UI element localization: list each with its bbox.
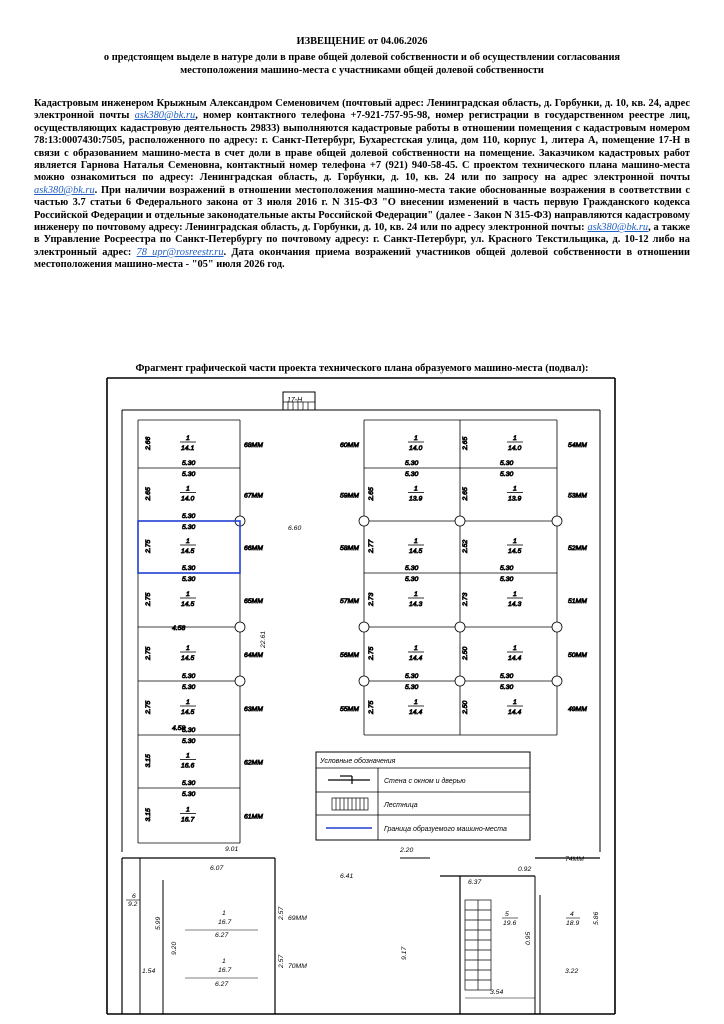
space-number: 1 — [513, 485, 517, 493]
column-marker — [552, 516, 562, 526]
column-marker — [455, 676, 465, 686]
dim-641: 6.41 — [340, 873, 354, 880]
space-depth-label: 2.65 — [368, 487, 375, 501]
space-depth-label: 2.50 — [462, 646, 469, 660]
room4-num: 4 — [570, 911, 574, 918]
space-depth-label: 3.15 — [145, 808, 152, 822]
space-number: 1 — [414, 538, 418, 545]
space-id: 64ММ — [244, 652, 263, 659]
space-number: 1 — [414, 435, 418, 442]
dim-257-2: 2.57 — [278, 954, 285, 968]
dim-257-1: 2.57 — [278, 906, 285, 920]
notice-subtitle-line1: о предстоящем выделе в натуре доли в праве общей долевой собственности и об осуществлении согласования — [103, 52, 621, 63]
space-number: 1 — [414, 591, 418, 598]
space-depth-label: 2.73 — [368, 592, 375, 606]
space-number: 1 — [186, 699, 190, 706]
space-area: 14.4 — [409, 655, 423, 662]
width-530-label: 5.30 — [500, 673, 514, 680]
space-area: 14.4 — [409, 709, 423, 716]
width-530-label: 5.30 — [500, 684, 514, 691]
width-530-label: 5.30 — [500, 576, 514, 583]
column-marker — [455, 622, 465, 632]
space-id: 51ММ — [568, 598, 587, 605]
column-marker — [359, 516, 369, 526]
width-530-label: 5.30 — [182, 684, 196, 691]
space-depth-label: 2.75 — [145, 646, 152, 660]
space-number: 1 — [186, 752, 190, 760]
column-marker — [359, 622, 369, 632]
aisle-width-label: 6.60 — [288, 525, 302, 532]
notice-title: ИЗВЕЩЕНИЕ от 04.06.2026 — [296, 36, 428, 47]
space-number: 1 — [186, 538, 190, 545]
column-marker — [235, 622, 245, 632]
column-marker — [552, 676, 562, 686]
bottom-stairs-icon — [465, 900, 491, 990]
space-depth-label: 2.75 — [145, 539, 152, 553]
column-marker — [552, 622, 562, 632]
dim-607: 6.07 — [210, 865, 224, 872]
space-area: 16.6 — [181, 762, 195, 770]
space-number: 1 — [186, 591, 190, 598]
width-530-label: 5.30 — [405, 576, 419, 583]
space69-area: 16.7 — [218, 919, 232, 926]
aisle-length-label: 22.61 — [260, 630, 267, 648]
width-530-label: 5.30 — [182, 513, 196, 520]
space-number: 1 — [414, 699, 418, 706]
dim-920: 9.20 — [171, 941, 178, 955]
space-depth-label: 2.66 — [145, 436, 152, 450]
space-id: 61ММ — [244, 813, 263, 821]
width-530-label: 5.30 — [182, 471, 196, 478]
space-area: 14.5 — [181, 548, 195, 555]
body-text-4: , а также в Управление Росреестра по Санкт-Петербургу по почтовому адресу: г. Санкт-Петербург, ул. Красного Текстильщика, д. 10-12 либо на электронный адрес: — [34, 222, 690, 258]
width-530-label: 5.30 — [182, 738, 196, 745]
legend-stairs-label: Лестница — [384, 802, 418, 809]
width-530-label: 5.30 — [405, 673, 419, 680]
label-70mm: 70ММ — [288, 963, 307, 970]
space-area: 14.1 — [181, 445, 195, 452]
dim-627-1: 6.27 — [215, 932, 229, 939]
space-depth-label: 2.75 — [368, 700, 375, 714]
column-marker — [455, 516, 465, 526]
space-number: 1 — [186, 806, 190, 814]
width-530-label: 5.30 — [500, 471, 514, 478]
legend — [316, 752, 530, 840]
width-530-label: 5.30 — [182, 460, 196, 467]
space-id: 54ММ — [568, 442, 587, 449]
room4-area: 18.9 — [566, 920, 580, 927]
room6-num: 6 — [132, 893, 136, 900]
space-id: 65ММ — [244, 598, 263, 605]
width-530-label: 5.30 — [182, 576, 196, 583]
space-id: 62ММ — [244, 759, 263, 767]
space-id: 50ММ — [568, 652, 587, 659]
body-text-5: . Дата окончания приема возражений участников общей долевой собственности в отношении местоположения машино-места - "05" июля 2026 год. — [34, 246, 690, 271]
width-530-label: 5.30 — [182, 524, 196, 531]
space-id: 59ММ — [340, 492, 359, 500]
space-area: 16.7 — [181, 816, 195, 824]
space-id: 52ММ — [568, 545, 587, 552]
width-458-label: 4.58 — [172, 725, 186, 732]
space69-num: 1 — [222, 910, 226, 917]
space-number: 1 — [513, 645, 517, 652]
dim-095: 0.95 — [525, 931, 532, 945]
space-id: 66ММ — [244, 545, 263, 552]
space-depth-label: 3.15 — [145, 754, 152, 768]
plan-caption: Фрагмент графической части проекта технического плана образуемого машино-места (подвал): — [135, 363, 589, 374]
space-id: 56ММ — [340, 652, 359, 659]
space-area: 13.9 — [409, 495, 423, 503]
space-depth-label: 2.65 — [145, 487, 152, 501]
space-area: 14.0 — [181, 495, 195, 503]
space-area: 14.5 — [181, 601, 195, 608]
space-id: 49ММ — [568, 706, 587, 713]
dim-917: 9.17 — [401, 946, 408, 960]
space-id: 58ММ — [340, 545, 359, 552]
room5-area: 19.6 — [503, 920, 517, 927]
body-text-1: Кадастровым инженером Крыжным Александром Семеновичем (почтовый адрес: Ленинградская область, д. Горбунки, д. 10, кв. 24, адрес электронной почты — [34, 98, 690, 122]
space-area: 14.3 — [409, 601, 423, 608]
space-area: 14.5 — [181, 709, 195, 716]
space-number: 1 — [513, 591, 517, 598]
space-depth-label: 2.73 — [462, 592, 469, 606]
dim-627-2: 6.27 — [215, 981, 229, 988]
space-depth-label: 2.50 — [462, 700, 469, 714]
dim-599: 5.99 — [155, 916, 162, 930]
legend-wall-label: Стена с окном и дверью — [384, 778, 466, 785]
room-label: 17-Н — [287, 397, 303, 404]
width-530-label: 5.30 — [500, 460, 514, 467]
space-number: 1 — [513, 538, 517, 545]
width-530-label: 5.30 — [405, 471, 419, 478]
body-text-2: , номер контактного телефона +7-921-757-95-98, номер регистрации в государственном реестре лиц, осуществляющих кадастровую деятельность 29833) выполняются кадастровые работы в отношении помещения с кадастровым номером 78:13:0007430:7505, расположенного по адресу: г. Санкт-Петербург, Бухарестская улица, дом 110, корпус 1, литера А, помещение 17-Н в связи с образованием машино-места в счет доли в праве общей долевой собственности на помещение. Заказчиком кадастровых работ является Гарнова Наталья Семеновна, контактный номер телефона +7 (921) 940-58-45. С проектом технического плана машино-места можно ознакомиться по адресу: Ленинградская область, д. Горбунки, д. 10, кв. 24 или по запросу на адрес электронной почты — [34, 110, 690, 184]
width-530-label: 5.30 — [500, 565, 514, 572]
space-depth-label: 2.52 — [462, 539, 469, 553]
space-depth-label: 2.77 — [368, 539, 375, 553]
space-id: 60ММ — [340, 442, 359, 449]
email-link-3[interactable]: ask380@bk.ru — [587, 222, 649, 234]
label-74mm: 74ММ — [565, 856, 584, 863]
width-530-label: 5.30 — [182, 727, 196, 734]
space-number: 1 — [186, 485, 190, 493]
space-number: 1 — [414, 485, 418, 493]
legend-boundary-label: Граница образуемого машино-места — [384, 826, 507, 833]
space-area: 14.4 — [508, 655, 522, 662]
space-depth-label: 2.75 — [368, 646, 375, 660]
room5-num: 5 — [505, 911, 509, 918]
dim-586: 5.86 — [593, 911, 600, 925]
email-link-2[interactable]: ask380@bk.ru — [34, 184, 95, 196]
dim-220: 2.20 — [400, 847, 414, 854]
rosreestr-email-link[interactable]: 78_upr@rosreestr.ru — [136, 246, 224, 258]
width-530-label: 5.30 — [405, 565, 419, 572]
dim-901: 9.01 — [225, 846, 239, 853]
dim-092: 0.92 — [518, 866, 532, 873]
space-id: 55ММ — [340, 706, 359, 713]
space-area: 14.5 — [409, 548, 423, 555]
space-area: 14.0 — [508, 445, 522, 452]
space-id: 53ММ — [568, 492, 587, 500]
label-69mm: 69ММ — [288, 915, 307, 922]
body-text-3: . При наличии возражений в отношении местоположения машино-места такие обоснованные возражения в соответствии с частью 3.7 статьи 6 Федерального закона от 3 июля 2016 г. N 315-ФЗ "О внесении изменений в часть первую Гражданского кодекса Российской Федерации и отдельные законодательные акты Российской Федерации" (далее - Закон N 315-ФЗ) направляются кадастровому инженеру по почтовому адресу: Ленинградская область, д. Горбунки, д. 10, кв. 24 или по адресу электронной почты: — [34, 184, 690, 234]
space70-num: 1 — [222, 958, 226, 965]
space-number: 1 — [414, 645, 418, 652]
notice-subtitle-line2: местоположения машино-места с участниками общей долевой собственности — [180, 65, 544, 76]
width-530-label: 5.30 — [182, 565, 196, 572]
column-marker — [359, 676, 369, 686]
width-530-label: 5.30 — [182, 780, 196, 787]
space-depth-label: 2.65 — [462, 436, 469, 450]
email-link-1[interactable]: ask380@bk.ru — [134, 110, 196, 122]
space-area: 14.4 — [508, 709, 522, 716]
width-530-label: 5.30 — [182, 791, 196, 798]
width-530-label: 5.30 — [405, 460, 419, 467]
space-area: 13.9 — [508, 495, 522, 503]
space-number: 1 — [513, 435, 517, 442]
legend-title: Условные обозначения — [320, 758, 396, 765]
space-depth-label: 2.75 — [145, 700, 152, 714]
space-area: 14.3 — [508, 601, 522, 608]
space-id: 68ММ — [244, 442, 263, 449]
width-530-label: 5.30 — [405, 684, 419, 691]
space-depth-label: 2.75 — [145, 592, 152, 606]
space-area: 14.5 — [181, 655, 195, 662]
space-id: 57ММ — [340, 598, 359, 605]
space-number: 1 — [186, 435, 190, 442]
space-area: 14.5 — [508, 548, 522, 555]
space-id: 67ММ — [244, 492, 263, 500]
width-458-label: 4.58 — [172, 625, 186, 632]
dim-354: 3.54 — [490, 989, 504, 996]
dim-637: 6.37 — [468, 879, 482, 886]
space-number: 1 — [513, 699, 517, 706]
space70-area: 16.7 — [218, 967, 232, 974]
width-530-label: 5.30 — [182, 673, 196, 680]
space-depth-label: 2.65 — [462, 487, 469, 501]
space-number: 1 — [186, 645, 190, 652]
dim-154: 1.54 — [142, 968, 156, 975]
room6-area: 9.2 — [128, 901, 138, 908]
column-marker — [235, 676, 245, 686]
space-area: 14.0 — [409, 445, 423, 452]
dim-322: 3.22 — [565, 968, 579, 975]
space-id: 63ММ — [244, 706, 263, 713]
